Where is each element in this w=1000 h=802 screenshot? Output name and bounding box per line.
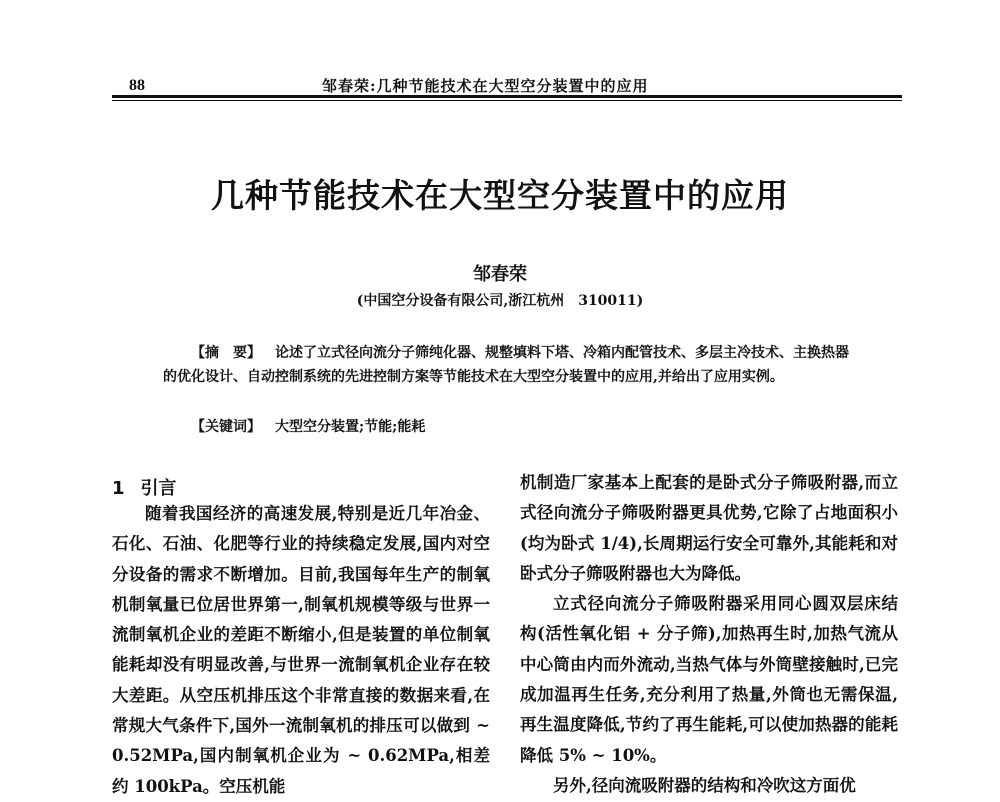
section-title: 引言 — [140, 478, 177, 499]
article-title: 几种节能技术在大型空分装置中的应用 — [211, 176, 789, 215]
right-column — [520, 468, 898, 801]
author-name: 邹春荣 — [473, 264, 527, 285]
page-number: 88 — [129, 77, 145, 94]
right-paragraph-structure: 立式径向流分子筛吸附器采用同心圆双层床结构(活性氧化铝 + 分子筛),加热再生时,加热气流从中心筒由内而外流动,当热气体与外筒壁接触时,已完成加温再生任务,充分利用了热量,外筒也无需保温,再生温度降低,节约了再生能耗,可以使加热器的能耗降低 5% ~ 10%。 — [520, 594, 898, 765]
section-heading-introduction — [112, 474, 177, 500]
keywords — [191, 417, 791, 437]
abstract — [163, 341, 853, 389]
author-affiliation: (中国空分设备有限公司,浙江杭州 310011) — [356, 293, 644, 309]
running-title: 邹春荣:几种节能技术在大型空分装置中的应用 — [322, 77, 649, 95]
left-column — [112, 499, 490, 802]
abstract-text: 论述了立式径向流分子筛纯化器、规整填料下塔、冷箱内配管技术、多层主冷技术、主换热器的优化设计、自动控制系统的先进控制方案等节能技术在大型空分装置中的应用,并给出了应用实例。 — [163, 345, 849, 385]
keywords-label: 【关键词】 — [191, 419, 261, 435]
right-paragraph-continued: 机制造厂家基本上配套的是卧式分子筛吸附器,而立式径向流分子筛吸附器更具优势,它除了占地面积小(均为卧式 1/4),长周期运行安全可靠外,其能耗和对卧式分子筛吸附器也大为降低。 — [520, 473, 898, 583]
right-paragraph-next: 另外,径向流吸附器的结构和冷吹这方面优 — [553, 775, 856, 795]
running-header — [112, 66, 902, 102]
abstract-label: 【摘 要】 — [191, 345, 261, 361]
header-rule-thin — [112, 100, 902, 101]
header-rule-thick — [112, 95, 902, 98]
keywords-text: 大型空分装置;节能;能耗 — [275, 419, 426, 435]
section-number: 1 — [112, 478, 125, 499]
intro-paragraph: 随着我国经济的高速发展,特别是近几年冶金、石化、石油、化肥等行业的持续稳定发展,国内对空分设备的需求不断增加。目前,我国每年生产的制氧机制氧量已位居世界第一,制氧机规模等级与世界一流制氧机企业的差距不断缩小,但是装置的单位制氧能耗却没有明显改善,与世界一流制氧机企业存在较大差距。从空压机排压这个非常直接的数据来看,在常规大气条件下,国外一流制氧机的排压可以做到 ~ 0.52MPa,国内制氧机企业为 ~ 0.62MPa,相差约 100kPa。空压机能 — [112, 504, 490, 796]
